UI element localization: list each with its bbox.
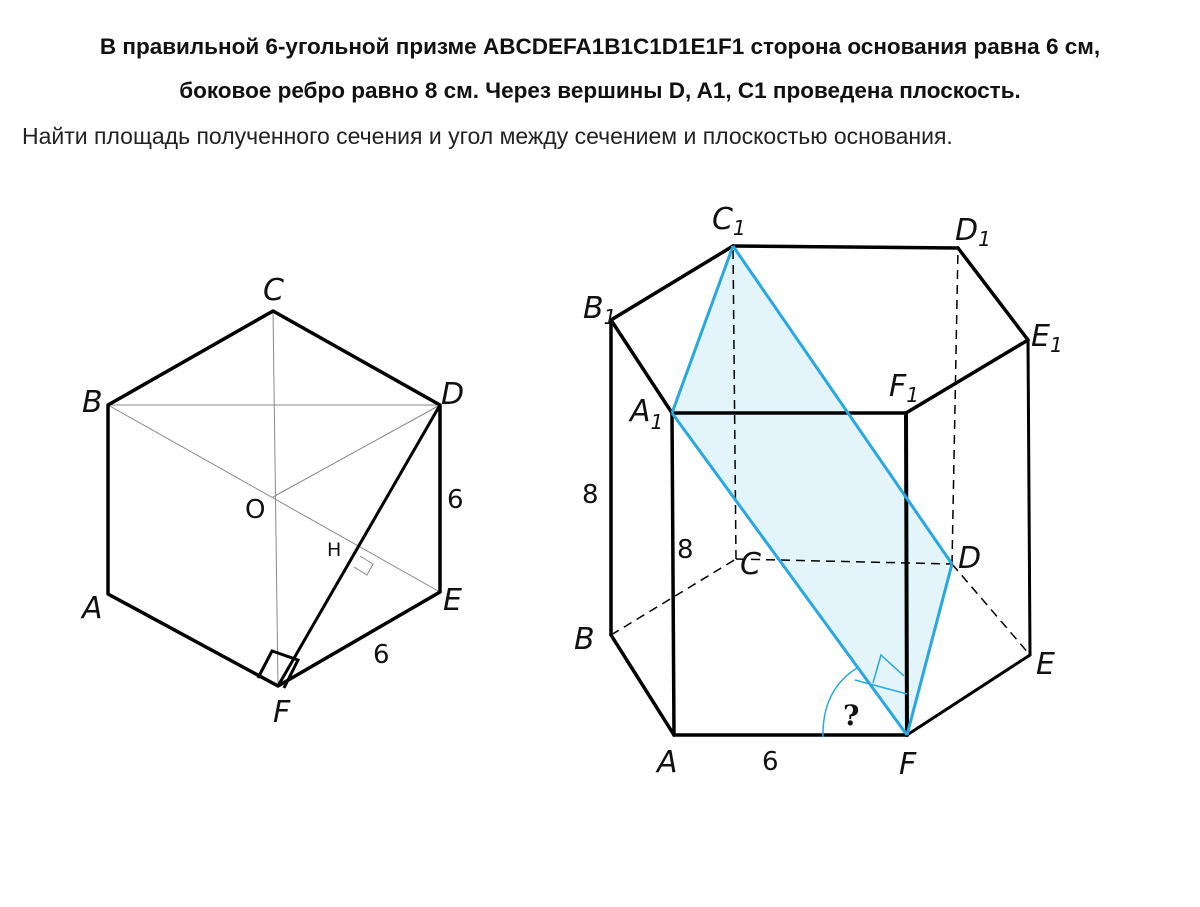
- hidden-edge-D-E: [952, 564, 1030, 655]
- label-right-D1: $D_1$: [955, 213, 991, 251]
- label-right-A: A: [657, 745, 678, 780]
- label-left-B: B: [82, 385, 103, 420]
- label-side-EF: 6: [373, 640, 390, 670]
- label-right-C: C: [740, 547, 761, 582]
- edge-B-A: [611, 635, 674, 735]
- label-left-C: C: [263, 273, 284, 308]
- label-right-E: E: [1036, 647, 1055, 682]
- label-left-F: F: [273, 695, 291, 730]
- hexagonal-prism-figure: [574, 202, 1063, 782]
- label-left-A: A: [82, 591, 103, 626]
- label-right-F: F: [899, 747, 917, 782]
- label-edge-AA1-length: 8: [677, 535, 694, 565]
- label-foot-H: H: [327, 539, 342, 561]
- label-right-C1: $C_1$: [712, 202, 746, 240]
- label-right-B: B: [574, 622, 595, 657]
- label-left-D: D: [441, 377, 465, 412]
- segment-B-E: [108, 405, 440, 592]
- edge-E-E1: [1028, 340, 1030, 655]
- right-angle-mark-H: [354, 556, 373, 575]
- problem-statement-line-1: В правильной 6-угольной призме ABCDEFA1B1C1D1E1F1 сторона основания равна 6 см,: [99, 34, 1101, 59]
- problem-question-line: Найти площадь полученного сечения и угол между сечением и плоскостью основания.: [22, 123, 953, 149]
- hexagon-base-figure: [80, 273, 464, 730]
- section-plane-A1C1DF: [672, 246, 952, 735]
- label-right-A1: $A_1$: [630, 394, 664, 434]
- edge-F-F1: [906, 413, 907, 735]
- unknown-angle-marker: ?: [843, 699, 860, 732]
- label-right-E1: $E_1$: [1031, 319, 1063, 357]
- problem-statement-line-2: боковое ребро равно 8 см. Через вершины D, A1, C1 проведена плоскость.: [179, 78, 1021, 103]
- label-left-E: E: [443, 583, 462, 618]
- hidden-edge-D-D1: [952, 248, 958, 564]
- label-right-D: D: [958, 541, 982, 576]
- label-edge-BB1-length: 8: [582, 480, 599, 510]
- edge-E1-F1: [906, 340, 1028, 413]
- label-right-F1: $F_1$: [889, 369, 919, 407]
- label-side-AF-length: 6: [762, 747, 779, 777]
- label-center-O: O: [245, 495, 266, 525]
- label-right-B1: $B_1$: [583, 291, 617, 329]
- diagonal-D-F: [278, 405, 440, 686]
- edge-D1-E1: [958, 248, 1028, 340]
- edge-C1-D1: [733, 246, 958, 248]
- edge-A-A1: [672, 413, 674, 735]
- label-side-DE: 6: [447, 485, 464, 515]
